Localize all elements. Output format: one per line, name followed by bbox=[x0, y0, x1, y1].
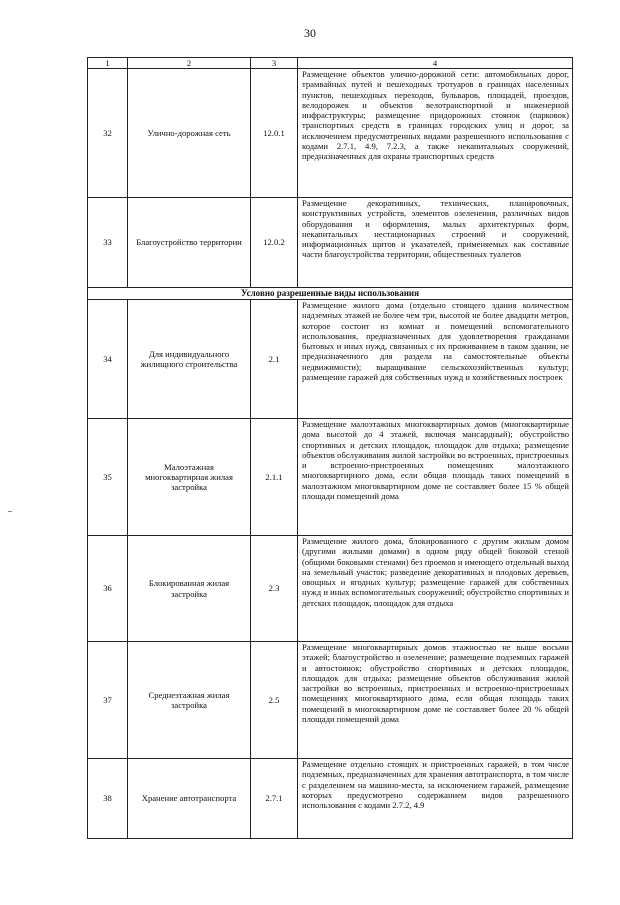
use-type-code: 2.7.1 bbox=[251, 759, 298, 839]
row-number: 34 bbox=[88, 300, 128, 419]
use-type-description: Размещение объектов улично-дорожной сети: автомобильных дорог, трамвайных путей и пешеходных тротуаров в границах населенных пунктов, пешеходных переходов, бульваров, площадей, проездов, велодорожек и объектов велотранспортной и инженерной инфраструктуры; размещение придорожных стоянок (парковок) транспортных средств в границах городских улиц и дорог, за исключением предусмотренных видами разрешенного использования с кодами 2.7.1, 4.9, 7.2.3, а также некапитальных сооружений, предназначенных для охраны транспортных средств bbox=[298, 69, 573, 198]
use-type-description: Размещение декоративных, технических, планировочных, конструктивных устройств, элементов озеленения, различных видов оборудования и оформления, малых архитектурных форм, некапитальных нестационарных строений и сооружений, информационных щитов и указателей, применяемых как составные части благоустройства территории, общественных туалетов bbox=[298, 198, 573, 288]
table-header-row bbox=[88, 58, 573, 69]
row-number: 33 bbox=[88, 198, 128, 288]
page-number: 30 bbox=[304, 26, 316, 40]
row-number: 38 bbox=[88, 759, 128, 839]
use-type-code: 2.3 bbox=[251, 536, 298, 642]
land-use-table bbox=[87, 57, 573, 839]
table-row bbox=[88, 419, 573, 536]
use-type-name: Блокированная жилая застройка bbox=[128, 536, 251, 642]
use-type-code: 2.5 bbox=[251, 642, 298, 759]
column-header: 2 bbox=[128, 58, 251, 69]
use-type-name: Хранение автотранспорта bbox=[128, 759, 251, 839]
use-type-description: Размещение жилого дома (отдельно стоящего здания количеством надземных этажей не более чем три, высотой не более двадцати метров, которое состоит из комнат и помещений вспомогательного использования, предназначенных для удовлетворения гражданами бытовых и иных нужд, связанных с их проживанием в таком здании, не предназначенного для раздела на самостоятельные объекты недвижимости); выращивание сельскохозяйственных культур; размещение гаражей для собственных нужд и хозяйственных построек bbox=[298, 300, 573, 419]
use-type-code: 2.1 bbox=[251, 300, 298, 419]
margin-mark bbox=[8, 511, 12, 512]
row-number: 37 bbox=[88, 642, 128, 759]
table-row bbox=[88, 69, 573, 198]
use-type-description: Размещение малоэтажных многоквартирных домов (многоквартирные дома высотой до 4 этажей, включая мансардный); обустройство спортивных и детских площадок, площадок для отдыха; размещение объектов обслуживания жилой застройки во встроенных, пристроенных и встроенно-пристроенных помещениях малоэтажного многоквартирного дома, если общая площадь таких помещений в малоэтажном многоквартирном доме не составляет более 15 % общей площади помещений дома bbox=[298, 419, 573, 536]
column-header: 3 bbox=[251, 58, 298, 69]
use-type-code: 12.0.2 bbox=[251, 198, 298, 288]
use-type-name: Среднеэтажная жилая застройка bbox=[128, 642, 251, 759]
row-number: 35 bbox=[88, 419, 128, 536]
row-number: 32 bbox=[88, 69, 128, 198]
use-type-description: Размещение отдельно стоящих и пристроенных гаражей, в том числе подземных, предназначенных для хранения автотранспорта, в том числе с разделением на машино-места, за исключением гаражей, размещение которых предусмотрено содержанием видов разрешенного использования с кодами 2.7.2, 4.9 bbox=[298, 759, 573, 839]
column-header: 1 bbox=[88, 58, 128, 69]
use-type-name: Улично-дорожная сеть bbox=[128, 69, 251, 198]
column-header: 4 bbox=[298, 58, 573, 69]
use-type-description: Размещение жилого дома, блокированного с другим жилым домом (другими жилыми домами) в одном ряду общей боковой стеной (общими боковыми стенами) без проемов и имеющего отдельный выход на земельный участок; разведение декоративных и плодовых деревьев, овощных и ягодных культур; размещение гаражей для собственных нужд и иных вспомогательных сооружений; обустройство спортивных и детских площадок, площадок для отдыха bbox=[298, 536, 573, 642]
table-row bbox=[88, 198, 573, 288]
section-heading-row bbox=[88, 288, 573, 300]
section-heading: Условно разрешенные виды использования bbox=[88, 288, 573, 300]
use-type-name: Для индивидуального жилищного строительства bbox=[128, 300, 251, 419]
use-type-code: 2.1.1 bbox=[251, 419, 298, 536]
table-row bbox=[88, 759, 573, 839]
table-row bbox=[88, 642, 573, 759]
use-type-name: Малоэтажная многоквартирная жилая застройка bbox=[128, 419, 251, 536]
table-row bbox=[88, 300, 573, 419]
table-row bbox=[88, 536, 573, 642]
use-type-code: 12.0.1 bbox=[251, 69, 298, 198]
row-number: 36 bbox=[88, 536, 128, 642]
use-type-description: Размещение многоквартирных домов этажностью не выше восьми этажей; благоустройство и озеленение; размещение подземных гаражей и автостоянок; обустройство спортивных и детских площадок, площадок для отдыха; размещение объектов обслуживания жилой застройки во встроенных, пристроенных и встроенно-пристроенных помещениях многоквартирного дома, если общая площадь таких помещений в многоквартирном доме не составляет более 20 % общей площади помещений дома bbox=[298, 642, 573, 759]
use-type-name: Благоустройство территории bbox=[128, 198, 251, 288]
